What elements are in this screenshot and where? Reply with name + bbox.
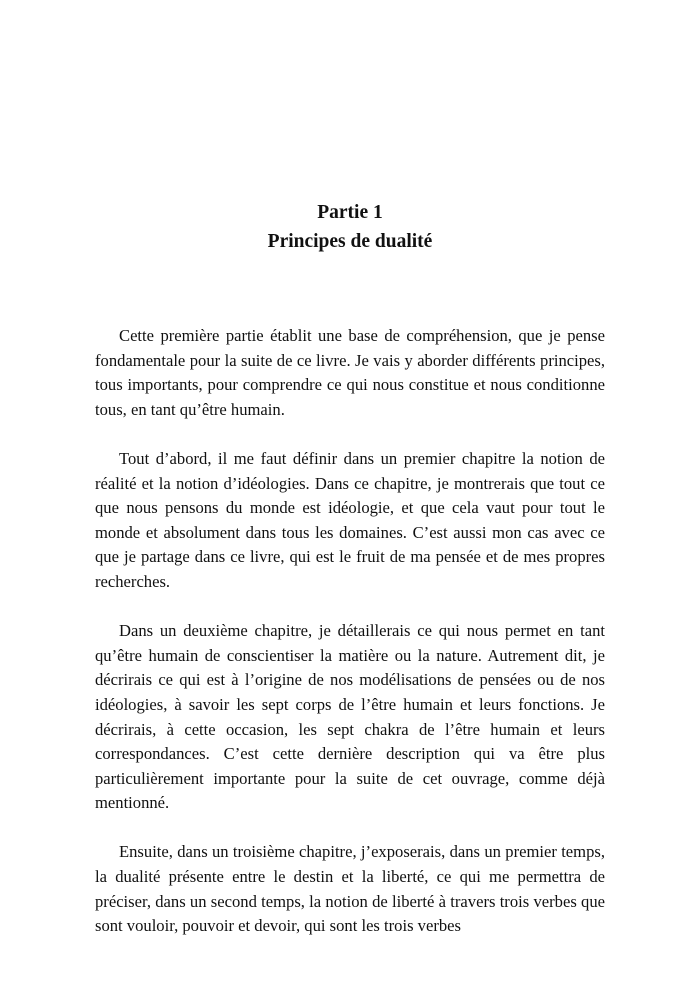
part-title: Principes de dualité — [267, 231, 433, 252]
part-heading — [0, 198, 700, 256]
paragraph-3: Dans un deuxième chapitre, je détaillerais ce qui nous permet en tant qu’être humain de conscientiser la matière ou la nature. Autrement dit, je décrirais ce qui est à l’origine de nos modélisations de pensées ou de nos idéologies, à savoir les sept corps de l’être humain et leurs fonctions. Je décrirais, à cette occasion, les sept chakra de l’être humain et leurs correspondances. C’est cette dernière description qui va être plus particulièrement importante pour la suite de cet ouvrage, comme déjà mentionné. — [95, 621, 605, 813]
paragraph-2: Tout d’abord, il me faut définir dans un premier chapitre la notion de réalité et la notion d’idéologies. Dans ce chapitre, je montrerais que tout ce que nous pensons du monde est idéologie, et que cela vaut pour tout le monde et absolument dans tous les domaines. C’est aussi mon cas avec ce que je partage dans ce livre, qui est le fruit de ma pensée et de mes propres recherches. — [95, 448, 605, 591]
body-text — [95, 324, 605, 963]
paragraph-4: Ensuite, dans un troisième chapitre, j’exposerais, dans un premier temps, la dualité présente entre le destin et la liberté, ce qui me permettra de préciser, dans un second temps, la notion de liberté à travers trois verbes que sont vouloir, pouvoir et devoir, qui sont les trois verbes — [95, 842, 605, 936]
paragraph-1: Cette première partie établit une base de compréhension, que je pense fondamentale pour la suite de ce livre. Je vais y aborder différents principes, tous importants, pour comprendre ce qui nous constitue et nous conditionne tous, en tant qu’être humain. — [95, 326, 605, 419]
part-label: Partie 1 — [317, 202, 383, 223]
